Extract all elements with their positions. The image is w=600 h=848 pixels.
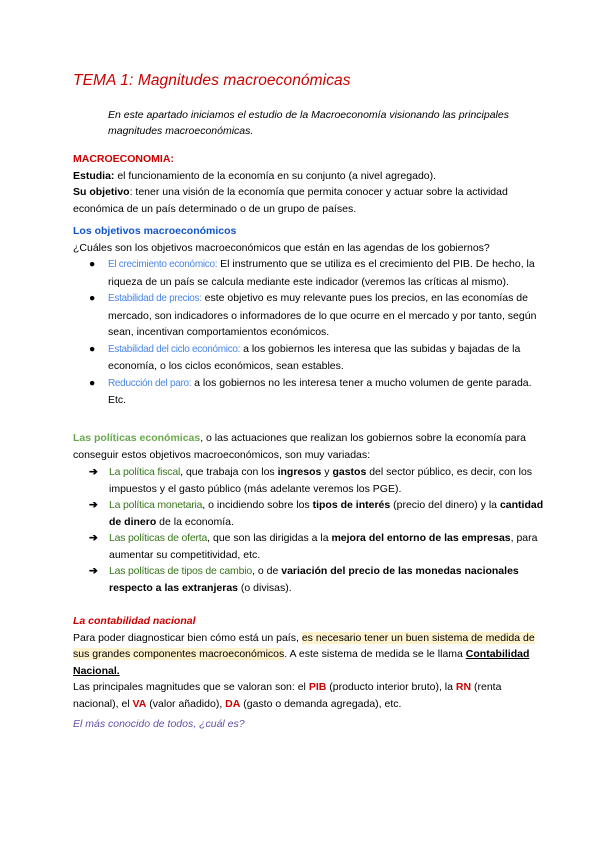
list-item	[73, 341, 548, 375]
policy-bold: ingresos	[277, 466, 322, 478]
paragraph-text: (valor añadido),	[146, 697, 226, 710]
policy-term: La política monetaria	[109, 499, 203, 511]
va-term: VA	[132, 697, 147, 710]
policy-text: (precio del dinero) y la	[390, 499, 500, 511]
paragraph-text: Para poder diagnosticar bien cómo está un país,	[73, 631, 302, 644]
list-item	[73, 256, 548, 290]
estudia-line	[73, 168, 548, 185]
page-title: TEMA 1: Magnitudes macroeconómicas	[73, 72, 351, 89]
list-item	[73, 375, 548, 393]
policy-text: del sector público, es decir, con los impuestos y el gasto público (más adelante veremos los PGE).	[109, 466, 533, 495]
objective-term: El crecimiento económico:	[108, 259, 218, 270]
bullet-icon: ●	[89, 258, 96, 270]
macro-heading: MACROECONOMIA:	[73, 153, 174, 165]
paragraph-text: . A este sistema de medida se le llama	[284, 648, 466, 660]
paragraph-text: (gasto o demanda agregada), etc.	[240, 697, 402, 710]
politicas-heading: Las políticas económicas	[73, 432, 201, 444]
paragraph-text: (renta nacional), el	[73, 681, 502, 710]
politicas-section	[73, 430, 548, 596]
objective-term: Reducción del paro:	[108, 377, 192, 389]
pib-term: PIB	[308, 681, 327, 693]
arrow-right-icon: ➔	[89, 565, 98, 577]
objetivo-line	[73, 184, 548, 217]
objective-text: a los gobiernos no les interesa tener a mucho volumen de gente parada.	[191, 376, 532, 389]
objective-text: este objetivo es muy relevante pues los precios, en las economías de mercado, son indicadores o informadores de lo que ocurre en el mercado y por tanto, según sean, incentivan comportamientos económicos.	[108, 292, 537, 338]
paragraph-text: Las principales magnitudes que se valoran son: el	[73, 681, 309, 693]
estudia-text: el funcionamiento de la economía en su conjunto (a nivel agregado).	[114, 169, 437, 182]
rn-term: RN	[455, 681, 472, 693]
policy-term: Las políticas de tipos de cambio	[109, 565, 253, 577]
policy-text: , para aumentar su competitividad, etc.	[109, 532, 538, 561]
contabilidad-paragraph-2	[73, 679, 548, 712]
policy-bold: tipos de interés	[312, 499, 391, 511]
macro-section	[73, 151, 548, 217]
closing-question: El más conocido de todos, ¿cuál es?	[73, 718, 245, 730]
policy-text: y	[321, 466, 333, 478]
list-item	[73, 530, 548, 563]
objective-term: Estabilidad de precios:	[108, 293, 202, 304]
policy-text: (o divisas).	[238, 581, 292, 594]
contabilidad-heading: La contabilidad nacional	[73, 615, 196, 627]
etc-text: Etc.	[108, 394, 127, 406]
objetivo-label: Su objetivo	[73, 186, 130, 198]
objective-text: El instrumento que se utiliza es el crecimiento del PIB. De hecho, la riqueza de un país se calcula mediante este indicador (veremos las críticas al mismo).	[108, 258, 535, 288]
policy-bold: variación del precio de las monedas nacionales respecto a las extranjeras	[109, 565, 519, 594]
highlighted-text: es necesario tener un buen sistema de medida de sus grandes componentes macroeconómicos	[73, 631, 535, 660]
policy-text: , o incidiendo sobre los	[202, 499, 313, 511]
policy-term: Las políticas de oferta	[109, 532, 208, 544]
list-item	[73, 464, 548, 497]
contabilidad-paragraph-1	[73, 630, 548, 680]
underlined-term: Contabilidad Nacional.	[73, 648, 530, 677]
bullet-icon: ●	[89, 342, 96, 355]
objetivos-section	[73, 223, 548, 409]
arrow-right-icon: ➔	[89, 499, 98, 511]
intro-paragraph: En este apartado iniciamos el estudio de la Macroeconomía visionando las principales magnitudes macroeconómicas.	[108, 109, 509, 137]
policy-text: de la economía.	[156, 515, 234, 528]
objetivos-heading: Los objetivos macroeconómicos	[73, 225, 237, 237]
policy-bold: mejora del entorno de las empresas	[331, 532, 511, 544]
da-term: DA	[225, 697, 241, 710]
objective-text: a los gobiernos les interesa que las subidas y bajadas de la economía, o los ciclos económicos, sean estables.	[108, 342, 521, 372]
objetivo-text: : tener una visión de la economía que permita conocer y actuar sobre la actividad económica de un país determinado o de un grupo de países.	[73, 186, 508, 215]
policy-text: , o de	[252, 565, 282, 577]
politicas-intro: , o las actuaciones que realizan los gobiernos sobre la economía para conseguir estos objetivos macroeconómicos, son muy variadas:	[73, 432, 526, 461]
politicas-intro-line	[73, 430, 548, 463]
arrow-right-icon: ➔	[89, 466, 98, 478]
objective-term: Estabilidad del ciclo económico:	[108, 343, 241, 355]
list-item	[73, 497, 548, 530]
paragraph-text: (producto interior bruto), la	[326, 681, 456, 693]
policy-text: , que trabaja con los	[180, 466, 278, 478]
objetivos-question: ¿Cuáles son los objetivos macroeconómicos que están en las agendas de los gobiernos?	[73, 241, 490, 254]
bullet-icon: ●	[89, 292, 96, 304]
policy-bold: gastos	[332, 466, 367, 478]
policy-bold: cantidad de dinero	[109, 499, 544, 528]
list-item	[73, 290, 548, 341]
arrow-right-icon: ➔	[89, 532, 98, 544]
policy-text: , que son las dirigidas a la	[207, 532, 332, 544]
estudia-label: Estudia:	[73, 169, 115, 182]
list-item	[73, 563, 548, 596]
policy-term: La política fiscal	[109, 466, 181, 478]
bullet-icon: ●	[89, 376, 96, 389]
contabilidad-section	[73, 613, 548, 712]
